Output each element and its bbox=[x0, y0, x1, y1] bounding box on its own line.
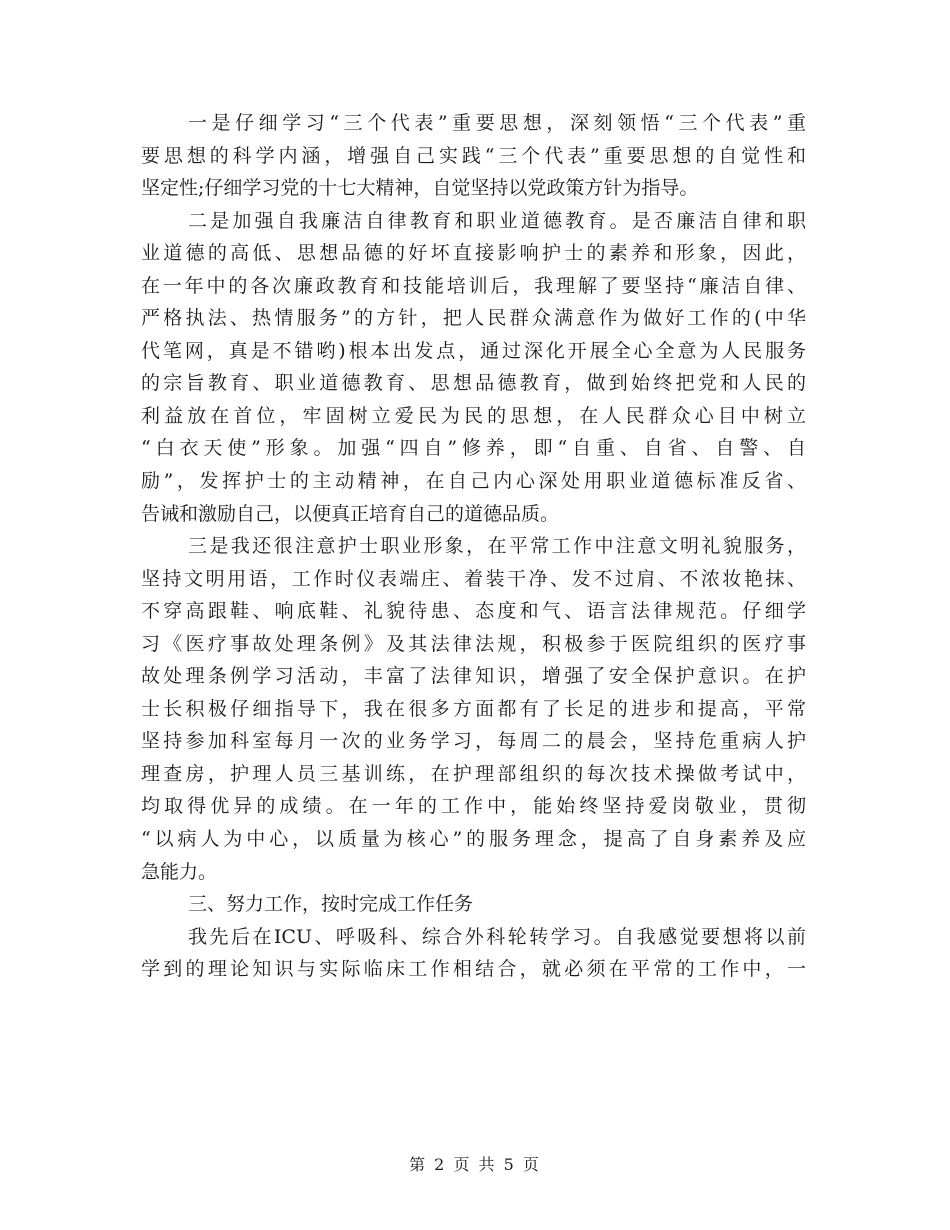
text-line: 告诫和激励自己，以便真正培育自己的道德品质。 bbox=[141, 502, 560, 525]
text-line: 一是仔细学习“三个代表”重要思想，深刻领悟“三个代表”重 bbox=[188, 112, 806, 134]
text-line: 要思想的科学内涵，增强自己实践“三个代表”重要思想的自觉性和 bbox=[141, 144, 806, 167]
text-line: 学到的理论知识与实际临床工作相结合，就必须在平常的工作中，一 bbox=[141, 958, 806, 981]
text-line: 习《医疗事故处理条例》及其法律法规，积极参于医院组织的医疗事 bbox=[141, 632, 806, 655]
text-line: 三是我还很注意护士职业形象，在平常工作中注意文明礼貌服务， bbox=[188, 535, 806, 558]
document-body bbox=[141, 107, 806, 986]
text-line: 代笔网，真是不错哟)根本出发点，通过深化开展全心全意为人民服务 bbox=[141, 339, 806, 362]
text-line: 不穿高跟鞋、响底鞋、礼貌待患、态度和气、语言法律规范。仔细学 bbox=[141, 600, 806, 623]
text-line: 坚持文明用语，工作时仪表端庄、着装干净、发不过肩、不浓妆艳抹、 bbox=[141, 567, 806, 590]
text-line: “白衣天使”形象。加强“四自”修养，即“自重、自省、自警、自 bbox=[141, 437, 806, 460]
text-line: 士长积极仔细指导下，我在很多方面都有了长足的进步和提高，平常 bbox=[141, 697, 806, 720]
text-line: 故处理条例学习活动，丰富了法律知识，增强了安全保护意识。在护 bbox=[141, 665, 806, 688]
text-line: 业道德的高低、思想品德的好坏直接影响护士的素养和形象，因此， bbox=[141, 242, 806, 265]
page-number-footer: 第 2 页 共 5 页 bbox=[409, 1155, 541, 1174]
section-heading: 三、努力工作，按时完成工作任务 bbox=[188, 893, 474, 916]
text-line: 理查房，护理人员三基训练，在护理部组织的每次技术操做考试中， bbox=[141, 762, 806, 785]
text-line: “以病人为中心，以质量为核心”的服务理念，提高了自身素养及应 bbox=[141, 828, 806, 851]
text-line: 坚持参加科室每月一次的业务学习，每周二的晨会，坚持危重病人护 bbox=[141, 730, 806, 753]
text-line: 励”，发挥护士的主动精神，在自己内心深处用职业道德标准反省、 bbox=[141, 470, 806, 493]
text-line: 利益放在首位，牢固树立爱民为民的思想，在人民群众心目中树立 bbox=[141, 404, 806, 427]
text-line: 二是加强自我廉洁自律教育和职业道德教育。是否廉洁自律和职 bbox=[188, 209, 806, 232]
text-line: 严格执法、热情服务”的方针，把人民群众满意作为做好工作的(中华 bbox=[141, 307, 806, 330]
text-line: 坚定性;仔细学习党的十七大精神，自觉坚持以党政策方针为指导。 bbox=[141, 177, 699, 200]
text-line: 在一年中的各次廉政教育和技能培训后，我理解了要坚持“廉洁自律、 bbox=[141, 274, 806, 297]
text-line: 急能力。 bbox=[141, 860, 218, 883]
text-line: 的宗旨教育、职业道德教育、思想品德教育，做到始终把党和人民的 bbox=[141, 372, 806, 395]
text-line: 我先后在ICU、呼吸科、综合外科轮转学习。自我感觉要想将以前 bbox=[188, 925, 806, 948]
text-line: 均取得优异的成绩。在一年的工作中，能始终坚持爱岗敬业，贯彻 bbox=[141, 795, 806, 818]
